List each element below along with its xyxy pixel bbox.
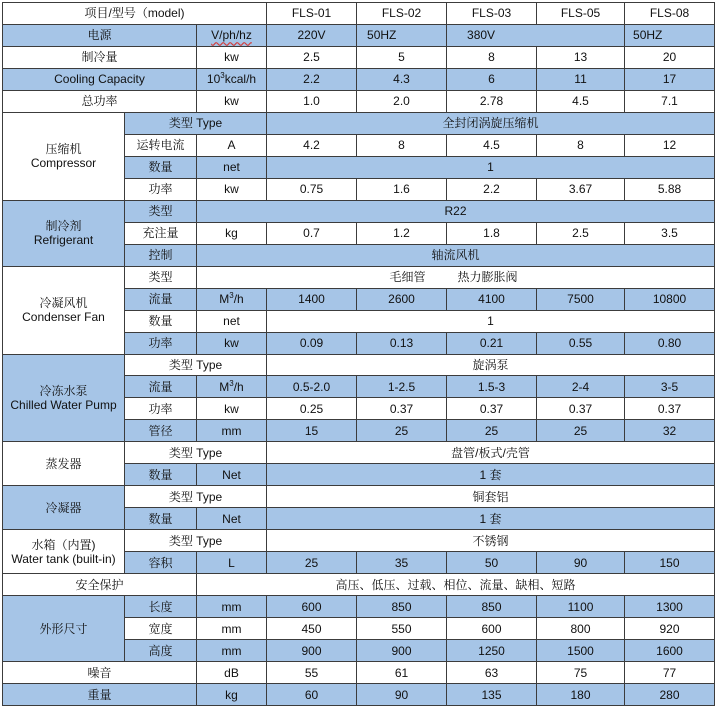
cell: 3.5 — [625, 222, 715, 244]
cell: 5 — [357, 46, 447, 68]
cell: 600 — [267, 596, 357, 618]
cell: 3-5 — [625, 376, 715, 398]
pump-flow-unit: $M^3/h$ — [197, 376, 267, 398]
compressor-type-row — [3, 112, 715, 134]
fan-type-label: 类型 — [125, 266, 197, 288]
cell: 12 — [625, 134, 715, 156]
cell: 900 — [357, 640, 447, 662]
cell: 2600 — [357, 288, 447, 310]
compressor-current-unit: A — [197, 134, 267, 156]
pump-pipe-label: 管径 — [125, 420, 197, 442]
tank-group-label: 水箱（内置) Water tank (built-in) — [3, 530, 125, 574]
compressor-power-label: 功率 — [125, 178, 197, 200]
condenser-group-label: 冷凝器 — [3, 486, 125, 530]
dim-width-unit: mm — [197, 618, 267, 640]
model-header: FLS-02 — [357, 3, 447, 25]
compressor-current-label: 运转电流 — [125, 134, 197, 156]
cell: 2.2 — [267, 68, 357, 90]
cell: 25 — [357, 420, 447, 442]
dimensions-group-label: 外形尺寸 — [3, 596, 125, 662]
cell: 77 — [625, 662, 715, 684]
pump-type-value: 旋涡泵 — [267, 354, 715, 376]
compressor-qty-unit: net — [197, 156, 267, 178]
refrigerant-control-label: 控制 — [125, 244, 197, 266]
condenser-qty-value: 1 套 — [267, 508, 715, 530]
cooling-kcal-row — [3, 68, 715, 90]
compressor-type-label: 类型 Type — [125, 112, 267, 134]
cell: 0.37 — [625, 398, 715, 420]
refrigerant-control-value: 轴流风机 — [197, 244, 715, 266]
tank-type-value: 不锈钢 — [267, 530, 715, 552]
cell: 35 — [357, 552, 447, 574]
evaporator-type-row — [3, 442, 715, 464]
cell: 17 — [625, 68, 715, 90]
cell: 5.88 — [625, 178, 715, 200]
cell: 0.5-2.0 — [267, 376, 357, 398]
cell: 1.0 — [267, 90, 357, 112]
cell: 0.37 — [537, 398, 625, 420]
cell: 2.5 — [267, 46, 357, 68]
cell: 3.67 — [537, 178, 625, 200]
cell: 1.2 — [357, 222, 447, 244]
cell: 2.5 — [537, 222, 625, 244]
cell: 8 — [447, 46, 537, 68]
cooling-kw-unit: kw — [197, 46, 267, 68]
model-header: FLS-01 — [267, 3, 357, 25]
safety-row — [3, 574, 715, 596]
power-row — [3, 24, 715, 46]
cell: 20 — [625, 46, 715, 68]
cell: 1.8 — [447, 222, 537, 244]
cell: 90 — [537, 552, 625, 574]
cell: 600 — [447, 618, 537, 640]
evaporator-type-label: 类型 Type — [125, 442, 267, 464]
cell: 280 — [625, 684, 715, 706]
cell: 2.78 — [447, 90, 537, 112]
header-label: 项目/型号（model) — [3, 3, 267, 25]
power-unit: V/ph/hz — [197, 24, 267, 46]
cell: 900 — [267, 640, 357, 662]
cell: 2.2 — [447, 178, 537, 200]
power-hz-2: 50HZ — [625, 24, 715, 46]
cell: 50 — [447, 552, 537, 574]
cell: 4100 — [447, 288, 537, 310]
fan-group-label: 冷凝风机 Condenser Fan — [3, 266, 125, 354]
cell: 450 — [267, 618, 357, 640]
fan-power-label: 功率 — [125, 332, 197, 354]
cell: 0.37 — [447, 398, 537, 420]
cell: 25 — [267, 552, 357, 574]
cell: 0.80 — [625, 332, 715, 354]
cell: 0.55 — [537, 332, 625, 354]
power-hz-1: 50HZ — [357, 24, 447, 46]
cell: 25 — [537, 420, 625, 442]
cell: 8 — [357, 134, 447, 156]
model-header: FLS-05 — [537, 3, 625, 25]
total-power-unit: kw — [197, 90, 267, 112]
dim-length-row — [3, 596, 715, 618]
cooling-kw-label: 制冷量 — [3, 46, 197, 68]
power-voltage-1: 220V — [267, 24, 357, 46]
fan-qty-unit: net — [197, 310, 267, 332]
fan-power-unit: kw — [197, 332, 267, 354]
condenser-type-value: 铜套铝 — [267, 486, 715, 508]
model-header: FLS-03 — [447, 3, 537, 25]
pump-flow-label: 流量 — [125, 376, 197, 398]
cell: 850 — [357, 596, 447, 618]
cell: 1400 — [267, 288, 357, 310]
cell: 4.2 — [267, 134, 357, 156]
evaporator-group-label: 蒸发器 — [3, 442, 125, 486]
cell: 0.75 — [267, 178, 357, 200]
refrigerant-type-label: 类型 — [125, 200, 197, 222]
cell: 135 — [447, 684, 537, 706]
dim-width-label: 宽度 — [125, 618, 197, 640]
cell: 1600 — [625, 640, 715, 662]
cell: 0.7 — [267, 222, 357, 244]
refrigerant-type-value: R22 — [197, 200, 715, 222]
fan-qty-value: 1 — [267, 310, 715, 332]
cell: 2.0 — [357, 90, 447, 112]
tank-vol-label: 容积 — [125, 552, 197, 574]
pump-group-label: 冷冻水泵 Chilled Water Pump — [3, 354, 125, 442]
cell: 150 — [625, 552, 715, 574]
pump-power-label: 功率 — [125, 398, 197, 420]
cell: 63 — [447, 662, 537, 684]
cell: 90 — [357, 684, 447, 706]
cell: 6 — [447, 68, 537, 90]
refrigerant-charge-unit: kg — [197, 222, 267, 244]
cell: 1.5-3 — [447, 376, 537, 398]
cell: 850 — [447, 596, 537, 618]
spec-table — [2, 2, 715, 706]
compressor-qty-value: 1 — [267, 156, 715, 178]
weight-label: 重量 — [3, 684, 197, 706]
cell: 7500 — [537, 288, 625, 310]
cell: 1250 — [447, 640, 537, 662]
cell: 0.21 — [447, 332, 537, 354]
dim-height-unit: mm — [197, 640, 267, 662]
cell: 1500 — [537, 640, 625, 662]
safety-value: 高压、低压、过载、相位、流量、缺相、短路 — [197, 574, 715, 596]
weight-unit: kg — [197, 684, 267, 706]
pump-power-unit: kw — [197, 398, 267, 420]
cell: 10800 — [625, 288, 715, 310]
cell: 11 — [537, 68, 625, 90]
cell: 25 — [447, 420, 537, 442]
safety-label: 安全保护 — [3, 574, 197, 596]
power-voltage-2: 380V — [447, 24, 625, 46]
compressor-type-value: 全封闭涡旋压缩机 — [267, 112, 715, 134]
fan-flow-label: 流量 — [125, 288, 197, 310]
evaporator-qty-unit: Net — [197, 464, 267, 486]
pump-type-row — [3, 354, 715, 376]
condenser-type-row — [3, 486, 715, 508]
cell: 4.3 — [357, 68, 447, 90]
tank-type-row — [3, 530, 715, 552]
cell: 0.25 — [267, 398, 357, 420]
cell: 13 — [537, 46, 625, 68]
condenser-qty-unit: Net — [197, 508, 267, 530]
cell: 800 — [537, 618, 625, 640]
weight-row — [3, 684, 715, 706]
cell: 2-4 — [537, 376, 625, 398]
cooling-kw-row — [3, 46, 715, 68]
cell: 4.5 — [537, 90, 625, 112]
cell: 15 — [267, 420, 357, 442]
cell: 1.6 — [357, 178, 447, 200]
cell: 920 — [625, 618, 715, 640]
power-label: 电源 — [3, 24, 197, 46]
evaporator-qty-value: 1 套 — [267, 464, 715, 486]
compressor-qty-label: 数量 — [125, 156, 197, 178]
refrigerant-charge-label: 充注量 — [125, 222, 197, 244]
total-power-label: 总功率 — [3, 90, 197, 112]
pump-pipe-unit: mm — [197, 420, 267, 442]
condenser-type-label: 类型 Type — [125, 486, 267, 508]
evaporator-qty-label: 数量 — [125, 464, 197, 486]
cell: 60 — [267, 684, 357, 706]
total-power-row — [3, 90, 715, 112]
fan-flow-unit: $M^3/h$ — [197, 288, 267, 310]
dim-length-label: 长度 — [125, 596, 197, 618]
tank-type-label: 类型 Type — [125, 530, 267, 552]
condenser-qty-label: 数量 — [125, 508, 197, 530]
cell: 7.1 — [625, 90, 715, 112]
cell: 61 — [357, 662, 447, 684]
cell: 1100 — [537, 596, 625, 618]
cell: 8 — [537, 134, 625, 156]
cell: 1300 — [625, 596, 715, 618]
fan-type-value: 毛细管 热力膨胀阀 — [197, 266, 715, 288]
cooling-kcal-label: Cooling Capacity — [3, 68, 197, 90]
cooling-kcal-unit: $10^3kcal/h$ — [197, 68, 267, 90]
model-header: FLS-08 — [625, 3, 715, 25]
header-row — [3, 3, 715, 25]
noise-row — [3, 662, 715, 684]
cell: 4.5 — [447, 134, 537, 156]
dim-length-unit: mm — [197, 596, 267, 618]
noise-unit: dB — [197, 662, 267, 684]
dim-height-label: 高度 — [125, 640, 197, 662]
refrigerant-type-row — [3, 200, 715, 222]
cell: 180 — [537, 684, 625, 706]
fan-qty-label: 数量 — [125, 310, 197, 332]
refrigerant-group-label: 制冷剂 Refrigerant — [3, 200, 125, 266]
pump-type-label: 类型 Type — [125, 354, 267, 376]
noise-label: 噪音 — [3, 662, 197, 684]
cell: 32 — [625, 420, 715, 442]
tank-vol-unit: L — [197, 552, 267, 574]
cell: 550 — [357, 618, 447, 640]
cell: 75 — [537, 662, 625, 684]
compressor-group-label: 压缩机 Compressor — [3, 112, 125, 200]
cell: 55 — [267, 662, 357, 684]
cell: 0.37 — [357, 398, 447, 420]
cell: 0.13 — [357, 332, 447, 354]
compressor-power-unit: kw — [197, 178, 267, 200]
cell: 0.09 — [267, 332, 357, 354]
cell: 1-2.5 — [357, 376, 447, 398]
evaporator-type-value: 盘管/板式/壳管 — [267, 442, 715, 464]
fan-type-row — [3, 266, 715, 288]
